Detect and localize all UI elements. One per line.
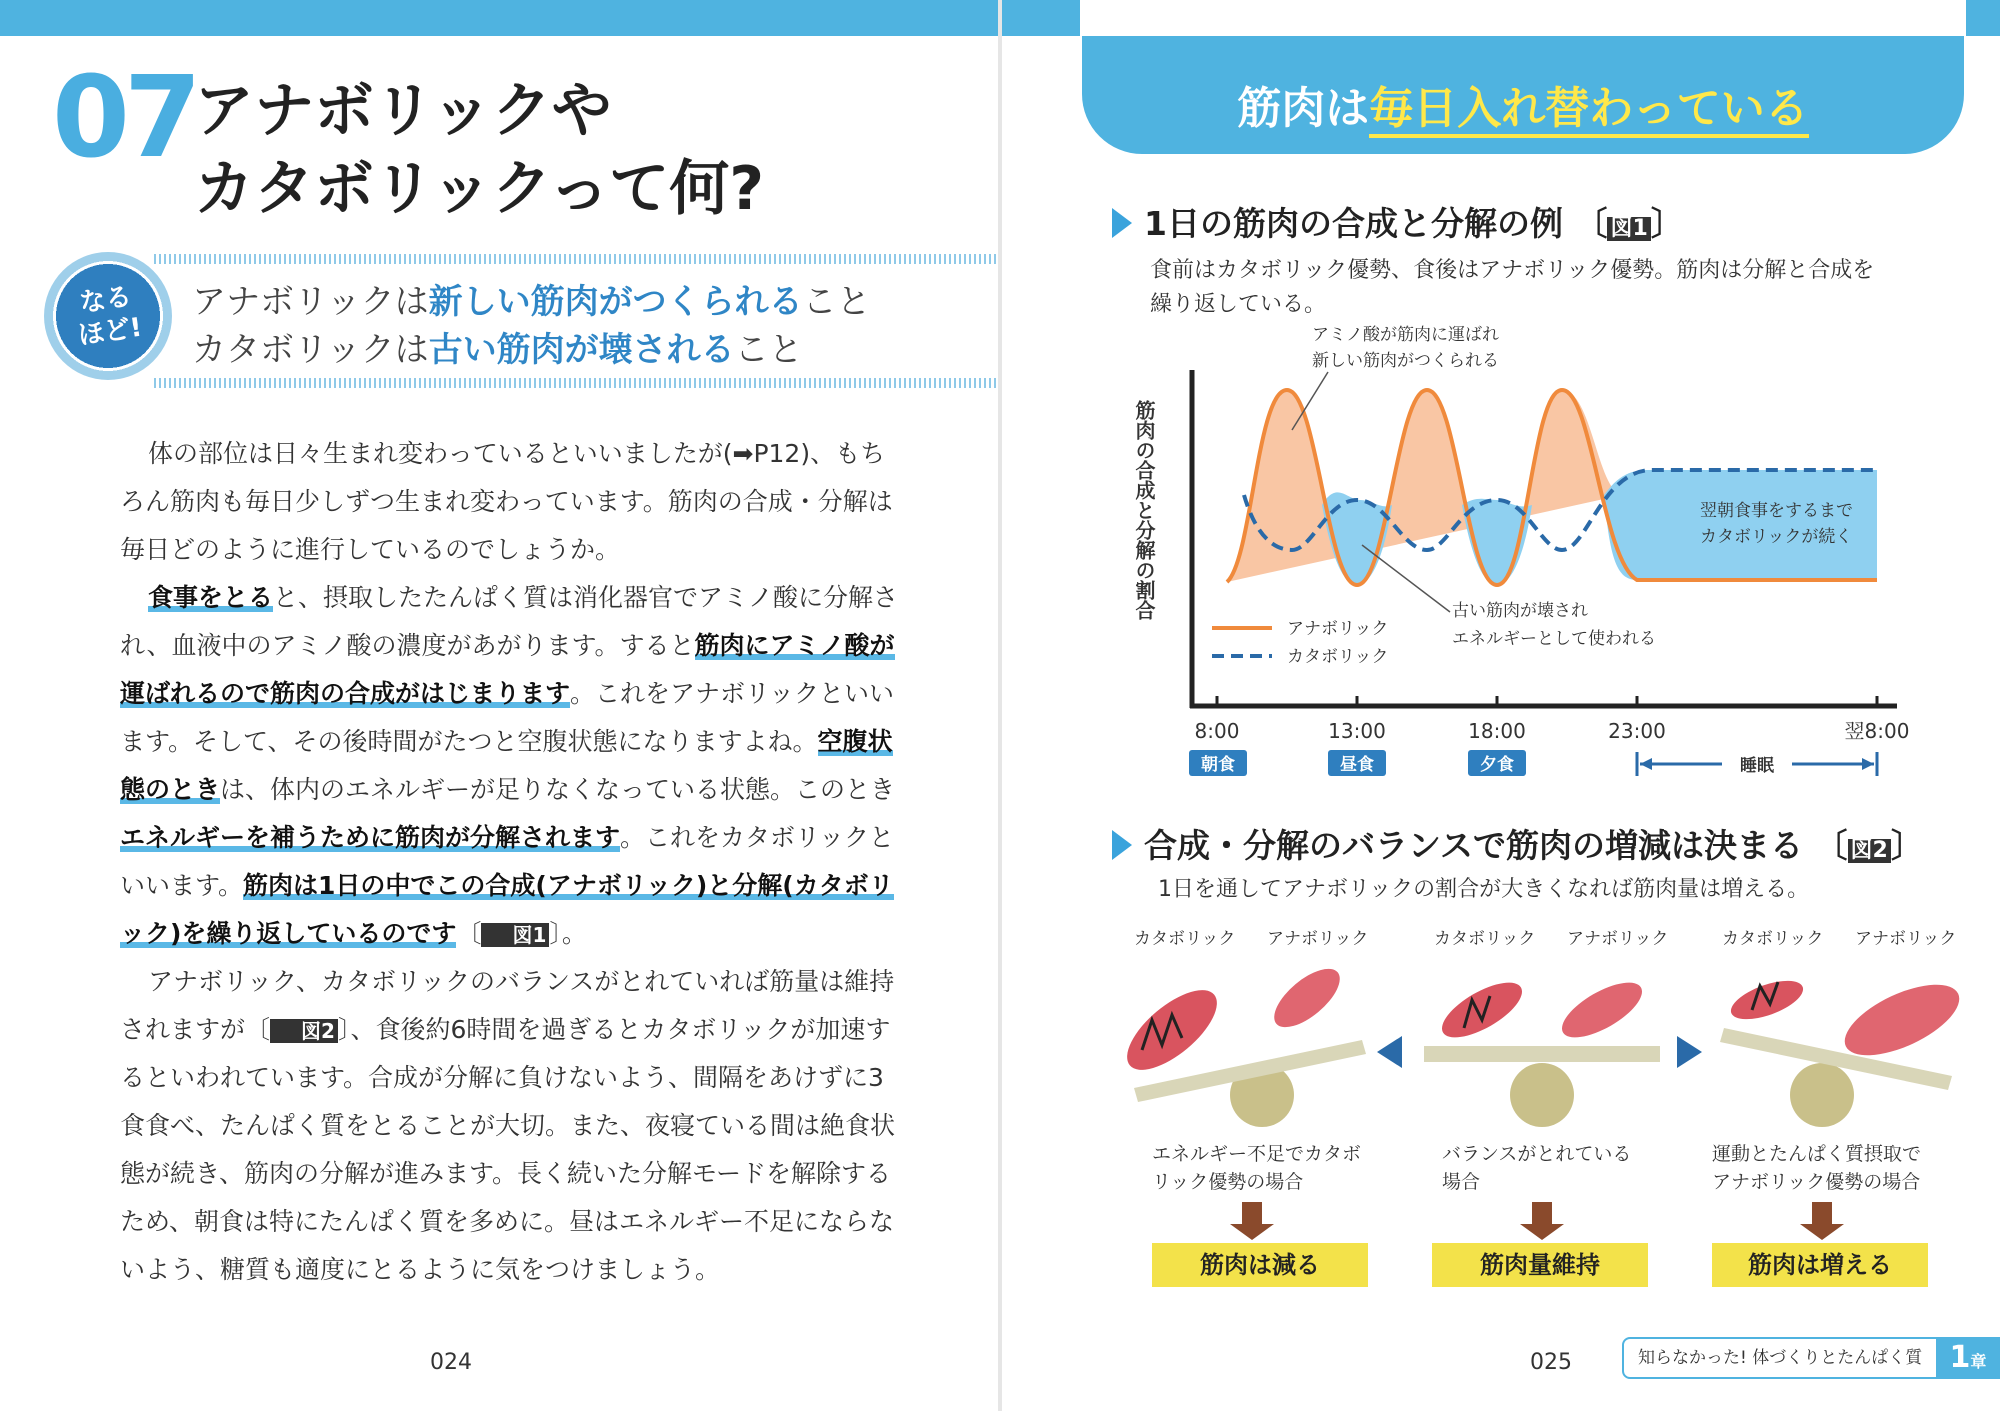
annotation-synthesis-2: 新しい筋肉がつくられる: [1312, 351, 1499, 371]
left-page: [0, 0, 998, 1411]
meal-label: 夕食: [1480, 755, 1514, 775]
header-title-text: 筋肉は: [1237, 83, 1370, 134]
running-footer: 知らなかった! 体づくりとたんぱく質: [1622, 1337, 1938, 1379]
top-color-bar: [1966, 0, 2000, 36]
muscle-broken-icon: [1434, 972, 1530, 1048]
top-color-bar: [1002, 0, 1080, 36]
arrow-down-icon: [1520, 1202, 1564, 1240]
panel-caption: エネルギー不足でカタボ: [1152, 1143, 1362, 1165]
meal-label: 朝食: [1201, 755, 1235, 775]
legend-anabolic: アナボリック: [1287, 619, 1389, 639]
body-span: 〕、食後約6時間を過ぎるとカタボリックが加速するといわれています。合成が分解に負けないよう、間隔をあけずに3食食べ、たんぱく質をとることが大切。また、夜寝ている間は絶食状態が続き、筋肉の分解が進みます。長く続いた分解モードを解除するため、朝食は特にたんぱく質を多めに。昼はエネルギー不足にならないよう、糖質も適度にとるように気をつけましょう。: [120, 1015, 896, 1284]
y-axis-label-text: 筋肉の合成と分解の割合: [1132, 400, 1156, 620]
body-span: 。これをアナボリックといいます。そして、その後時間がたつと空腹状態になりますよね。: [120, 679, 895, 756]
key-point-box: [44, 252, 988, 388]
arrow-right-icon: [1677, 1036, 1702, 1068]
underlined-phrase: エネルギーを補うために筋肉が分解されます: [120, 823, 621, 852]
right-page: [1002, 0, 2000, 1411]
body-span: 。これをカタボリックといいます。: [120, 823, 895, 900]
body-span: 〕。: [549, 919, 587, 948]
key-point-text: アナボリックは: [192, 282, 429, 322]
panel-caption: バランスがとれている: [1442, 1143, 1632, 1165]
chapter-tab-suffix: 章: [1970, 1352, 1987, 1371]
label-catabolic: カタボリック: [1722, 929, 1824, 949]
seesaw-panel-2: [1424, 929, 1668, 1240]
label-catabolic: カタボリック: [1434, 929, 1536, 949]
muscle-icon: [1835, 970, 1969, 1070]
key-point-text: こと: [734, 330, 803, 370]
arrow-left-icon: [1640, 758, 1652, 770]
body-span: と、摂取したたんぱく質は消化器官でアミノ酸に分解され、血液中のアミノ酸の濃度があがります。すると: [120, 583, 899, 660]
chapter-tab-number: 1: [1949, 1340, 1971, 1375]
section-2-desc: 1日を通してアナボリックの割合が大きくなれば筋肉量は増える。: [1158, 877, 1810, 902]
key-point-line-1: [192, 274, 871, 323]
annotation-synthesis-1: アミノ酸が筋肉に運ばれ: [1312, 325, 1499, 345]
meal-label: 昼食: [1340, 755, 1374, 775]
underlined-phrase: 食事をとる: [148, 583, 274, 612]
figure-ref-1: 図1: [481, 923, 549, 947]
badge-line-2: ほど!: [76, 312, 144, 352]
x-tick-label: 18:00: [1468, 719, 1526, 743]
anabolic-fill: [1227, 390, 1622, 585]
sleep-label: 睡眠: [1740, 756, 1774, 776]
annotation-leader-line: [1362, 545, 1450, 612]
naruhodo-badge: [44, 252, 172, 380]
paragraph-2: [120, 574, 900, 958]
section-2-title-text: 合成・分解のバランスで筋肉の増減は決まる: [1144, 826, 1804, 865]
body-text: [120, 430, 900, 1294]
x-tick-label: 23:00: [1608, 719, 1666, 743]
panel-caption: 運動とたんぱく質摂取で: [1712, 1143, 1922, 1165]
result-muscle-increase: 筋肉は増える: [1712, 1243, 1928, 1287]
figure-label-2: 図2: [1848, 839, 1891, 863]
triangle-bullet-icon: [1112, 830, 1132, 860]
section-1-desc-line: 食前はカタボリック優勢、食後はアナボリック優勢。筋肉は分解と合成を: [1150, 258, 1875, 283]
arrow-right-icon: [1862, 758, 1874, 770]
arrow-left-icon: [1377, 1036, 1402, 1068]
arrow-down-icon: [1800, 1202, 1844, 1240]
annotation-catabolic-continue-1: 翌朝食事をするまで: [1700, 501, 1853, 521]
result-muscle-decrease: 筋肉は減る: [1152, 1243, 1368, 1287]
muscle-icon: [1265, 958, 1349, 1037]
paragraph-1: 体の部位は日々生まれ変わっているといいましたが(➡P12)、もちろん筋肉も毎日少しずつ生まれ変わっています。筋肉の合成・分解は毎日どのように進行しているのでしょうか。: [120, 439, 893, 564]
figure-ref-2: 図2: [270, 1019, 338, 1043]
y-axis-label: [1132, 399, 1156, 620]
label-anabolic: アナボリック: [1855, 929, 1957, 949]
annotation-breakdown-1: 古い筋肉が壊され: [1452, 601, 1588, 621]
legend-catabolic: カタボリック: [1287, 647, 1389, 667]
paragraph-3: [120, 958, 900, 1294]
section-1-title-text: 1日の筋肉の合成と分解の例: [1144, 204, 1563, 243]
seesaw-panel-3: [1712, 929, 1969, 1240]
label-anabolic: アナボリック: [1267, 929, 1369, 949]
stripe-divider-bottom: [154, 378, 1044, 388]
seesaw-plank-level: [1424, 1046, 1660, 1062]
page-header-banner: [1082, 36, 1964, 154]
muscle-icon: [1554, 972, 1650, 1048]
key-point-emphasis: 古い筋肉が壊される: [428, 330, 735, 370]
underlined-phrase: 空腹状態のとき: [120, 727, 893, 804]
key-point-text: カタボリックは: [192, 330, 429, 370]
header-title-highlight: 毎日入れ替わっている: [1369, 83, 1809, 138]
title-line-2: カタボリックって何?: [194, 154, 765, 224]
fulcrum: [1790, 1063, 1854, 1127]
label-catabolic: カタボリック: [1134, 929, 1236, 949]
badge-line-1: なる: [77, 281, 134, 319]
key-point-emphasis: 新しい筋肉がつくられる: [428, 282, 803, 322]
page-number-right: 025: [1530, 1350, 1572, 1375]
top-color-bar: [0, 0, 998, 36]
title-line-1: アナボリックや: [194, 76, 612, 146]
x-ticks: [1195, 696, 1910, 743]
header-title: [1237, 72, 1809, 136]
x-tick-label: 翌8:00: [1844, 719, 1910, 743]
muscle-broken-icon: [1114, 976, 1229, 1083]
panel-caption: リック優勢の場合: [1152, 1171, 1304, 1193]
catabolic-fill: [1604, 470, 1877, 580]
body-span: 〔: [456, 919, 482, 948]
stripe-divider-top: [154, 254, 1044, 264]
arrow-down-icon: [1230, 1202, 1274, 1240]
section-1-desc-line: 繰り返している。: [1150, 292, 1327, 317]
key-point-line-2: [192, 322, 803, 371]
key-point-text: こと: [802, 282, 871, 322]
chapter-number: 07: [52, 53, 196, 183]
fulcrum: [1510, 1063, 1574, 1127]
x-tick-label: 13:00: [1328, 719, 1386, 743]
section-1-desc: [1150, 254, 1874, 322]
seesaw-panel-1: [1114, 929, 1368, 1240]
figure-2-seesaw-diagram: [1112, 920, 2000, 1290]
underlined-phrase: 筋肉にアミノ酸が運ばれるので筋肉の合成がはじまります: [120, 631, 895, 708]
result-muscle-maintain: 筋肉量維持: [1432, 1243, 1648, 1287]
section-2-title: 合成・分解のバランスで筋肉の増減は決まる 〔 図2〕: [1112, 820, 1924, 867]
figure-1-chart: [1132, 320, 1942, 780]
label-anabolic: アナボリック: [1567, 929, 1669, 949]
underlined-phrase: 筋肉は1日の中でこの合成(アナボリック)と分解(カタボリック)を繰り返しているのです: [120, 871, 894, 948]
page-number-left: 024: [430, 1350, 472, 1375]
body-span: アナボリック、カタボリックのバランスがとれていれば筋量は維持されますが〔: [120, 967, 895, 1044]
page-title: [194, 72, 764, 228]
triangle-bullet-icon: [1112, 208, 1132, 238]
annotation-catabolic-continue-2: カタボリックが続く: [1700, 527, 1853, 547]
panel-caption: アナボリック優勢の場合: [1712, 1171, 1921, 1193]
x-tick-label: 8:00: [1194, 719, 1240, 743]
section-1-title: 1日の筋肉の合成と分解の例 〔 図1〕: [1112, 198, 1684, 245]
chapter-tab: [1936, 1337, 2000, 1379]
body-span: は、体内のエネルギーが足りなくなっている状態。このとき: [220, 775, 896, 804]
annotation-breakdown-2: エネルギーとして使われる: [1452, 629, 1656, 649]
panel-caption: 場合: [1442, 1171, 1481, 1193]
figure-label-1: 図1: [1607, 217, 1650, 241]
